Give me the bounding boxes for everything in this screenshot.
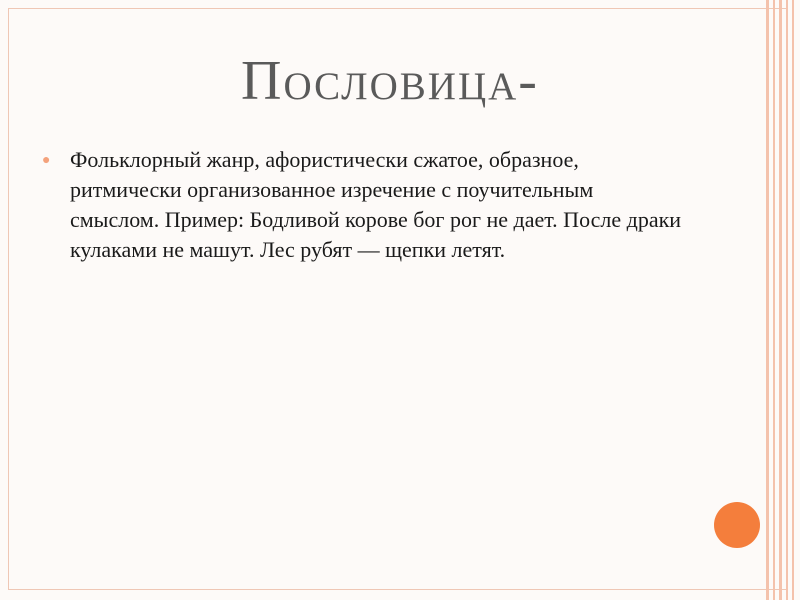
bullet-icon: ● [42,153,51,168]
decorative-stripe [786,0,788,600]
bullet-text: Фольклорный жанр, афористически сжатое, образное, ритмически организованное изречение с поучительным смыслом. Пример: Бодливой корове бог рог не дает. После драки кулаками не машут. Лес рубят — щепки летят. [70,147,682,262]
decorative-stripe [792,0,794,600]
bullet-item [42,145,682,265]
decorative-stripe [766,0,769,600]
decorative-stripe [773,0,775,600]
slide-body [42,145,682,265]
slide-title: Пословица- [241,50,539,112]
orange-circle-decoration [714,502,760,548]
decorative-stripe [779,0,782,600]
